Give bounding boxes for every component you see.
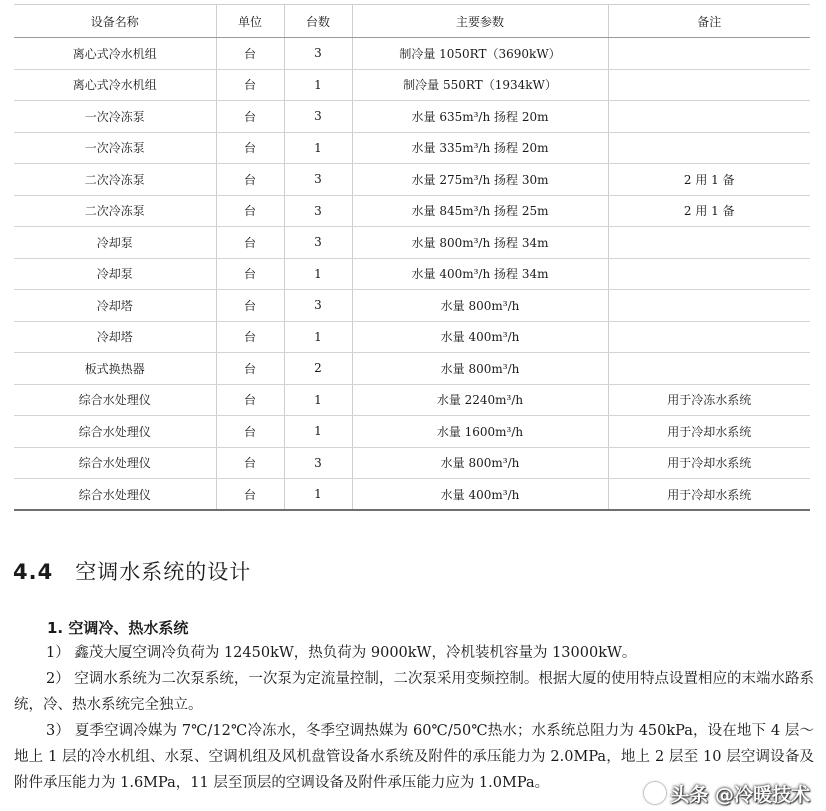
cell-remarks — [608, 132, 810, 164]
cell-remarks: 2 用 1 备 — [608, 164, 810, 196]
cell-device-name: 冷却泵 — [14, 258, 216, 290]
cell-unit: 台 — [216, 132, 284, 164]
cell-remarks — [608, 38, 810, 70]
cell-remarks: 用于冷却水系统 — [608, 479, 810, 511]
cell-device-name: 综合水处理仪 — [14, 416, 216, 448]
cell-main-params: 水量 335m³/h 扬程 20m — [352, 132, 608, 164]
cell-remarks — [608, 101, 810, 133]
cell-main-params: 水量 400m³/h 扬程 34m — [352, 258, 608, 290]
cell-remarks — [608, 69, 810, 101]
cell-main-params: 水量 400m³/h — [352, 479, 608, 511]
table-row — [14, 38, 810, 70]
cell-main-params: 制冷量 1050RT（3690kW） — [352, 38, 608, 70]
cell-unit: 台 — [216, 290, 284, 322]
cell-quantity: 3 — [284, 195, 352, 227]
header-device-name: 设备名称 — [14, 5, 216, 38]
table-row — [14, 321, 810, 353]
table-body — [14, 38, 810, 511]
cell-remarks: 用于冷却水系统 — [608, 416, 810, 448]
cell-main-params: 水量 275m³/h 扬程 30m — [352, 164, 608, 196]
header-quantity: 台数 — [284, 5, 352, 38]
cell-main-params: 水量 845m³/h 扬程 25m — [352, 195, 608, 227]
paragraph-3: 3） 夏季空调冷媒为 7℃/12℃冷冻水，冬季空调热媒为 60℃/50℃热水；水系统总阻力为 450kPa，设在地下 4 层～地上 1 层的冷水机组、水泵、空调机组及风机盘管设备水系统及附件的承压能力为 2.0MPa，地上 2 层至 10 层空调设备及附件承压能力为 1.6MPa，11 层至顶层的空调设备及附件承压能力应为 1.0MPa。 — [14, 723, 814, 791]
table-row — [14, 227, 810, 259]
cell-remarks — [608, 258, 810, 290]
cell-unit: 台 — [216, 353, 284, 385]
cell-quantity: 1 — [284, 384, 352, 416]
cell-unit: 台 — [216, 479, 284, 511]
cell-main-params: 水量 635m³/h 扬程 20m — [352, 101, 608, 133]
cell-quantity: 3 — [284, 164, 352, 196]
table-row — [14, 416, 810, 448]
cell-main-params: 制冷量 550RT（1934kW） — [352, 69, 608, 101]
cell-device-name: 一次冷冻泵 — [14, 101, 216, 133]
table-row — [14, 164, 810, 196]
cell-quantity: 1 — [284, 416, 352, 448]
cell-quantity: 2 — [284, 353, 352, 385]
cell-remarks — [608, 290, 810, 322]
cell-remarks — [608, 227, 810, 259]
cell-remarks: 用于冷却水系统 — [608, 447, 810, 479]
table-row — [14, 447, 810, 479]
cell-remarks — [608, 353, 810, 385]
cell-main-params: 水量 800m³/h — [352, 447, 608, 479]
cell-unit: 台 — [216, 384, 284, 416]
cell-device-name: 二次冷冻泵 — [14, 164, 216, 196]
cell-main-params: 水量 800m³/h — [352, 353, 608, 385]
cell-main-params: 水量 800m³/h 扬程 34m — [352, 227, 608, 259]
cell-device-name: 综合水处理仪 — [14, 384, 216, 416]
table-row — [14, 479, 810, 511]
cell-quantity: 1 — [284, 321, 352, 353]
cell-unit: 台 — [216, 195, 284, 227]
cell-quantity: 1 — [284, 479, 352, 511]
table-row — [14, 195, 810, 227]
section-number: 4.4 — [13, 560, 54, 584]
header-unit: 单位 — [216, 5, 284, 38]
cell-remarks: 用于冷冻水系统 — [608, 384, 810, 416]
cell-quantity: 1 — [284, 132, 352, 164]
paragraph-2: 2） 空调水系统为二次泵系统，一次泵为定流量控制，二次泵采用变频控制。根据大厦的使用特点设置相应的末端水路系统，冷、热水系统完全独立。 — [14, 671, 814, 713]
body-text — [14, 640, 814, 796]
table-row — [14, 101, 810, 133]
cell-device-name: 综合水处理仪 — [14, 479, 216, 511]
cell-device-name: 冷却塔 — [14, 290, 216, 322]
cell-unit: 台 — [216, 227, 284, 259]
table-row — [14, 69, 810, 101]
header-remarks: 备注 — [608, 5, 810, 38]
cell-quantity: 3 — [284, 227, 352, 259]
cell-main-params: 水量 1600m³/h — [352, 416, 608, 448]
section-title: 空调水系统的设计 — [75, 560, 252, 584]
table-row — [14, 384, 810, 416]
cell-quantity: 3 — [284, 101, 352, 133]
table-row — [14, 258, 810, 290]
cell-device-name: 冷却塔 — [14, 321, 216, 353]
cell-device-name: 离心式冷水机组 — [14, 38, 216, 70]
cell-quantity: 3 — [284, 38, 352, 70]
cell-unit: 台 — [216, 101, 284, 133]
table-row — [14, 132, 810, 164]
watermark-logo-icon — [644, 782, 666, 804]
cell-device-name: 二次冷冻泵 — [14, 195, 216, 227]
cell-quantity: 1 — [284, 258, 352, 290]
section-heading — [13, 556, 251, 586]
cell-device-name: 冷却泵 — [14, 227, 216, 259]
subsection-heading: 1. 空调冷、热水系统 — [47, 619, 189, 637]
cell-main-params: 水量 800m³/h — [352, 290, 608, 322]
cell-quantity: 1 — [284, 69, 352, 101]
header-main-params: 主要参数 — [352, 5, 608, 38]
cell-unit: 台 — [216, 416, 284, 448]
cell-main-params: 水量 2240m³/h — [352, 384, 608, 416]
cell-main-params: 水量 400m³/h — [352, 321, 608, 353]
cell-unit: 台 — [216, 447, 284, 479]
table-row — [14, 290, 810, 322]
cell-remarks — [608, 321, 810, 353]
watermark-text: 头条 @冷暖技术 — [670, 783, 810, 806]
watermark — [644, 778, 810, 808]
cell-device-name: 板式换热器 — [14, 353, 216, 385]
cell-unit: 台 — [216, 69, 284, 101]
cell-unit: 台 — [216, 258, 284, 290]
cell-unit: 台 — [216, 164, 284, 196]
cell-unit: 台 — [216, 38, 284, 70]
equipment-table — [14, 4, 810, 511]
cell-quantity: 3 — [284, 290, 352, 322]
cell-quantity: 3 — [284, 447, 352, 479]
cell-remarks: 2 用 1 备 — [608, 195, 810, 227]
cell-device-name: 综合水处理仪 — [14, 447, 216, 479]
table-row — [14, 353, 810, 385]
table-header-row — [14, 5, 810, 38]
cell-unit: 台 — [216, 321, 284, 353]
cell-device-name: 一次冷冻泵 — [14, 132, 216, 164]
cell-device-name: 离心式冷水机组 — [14, 69, 216, 101]
paragraph-1: 1） 鑫茂大厦空调冷负荷为 12450kW，热负荷为 9000kW，冷机装机容量为 13000kW。 — [46, 645, 637, 661]
